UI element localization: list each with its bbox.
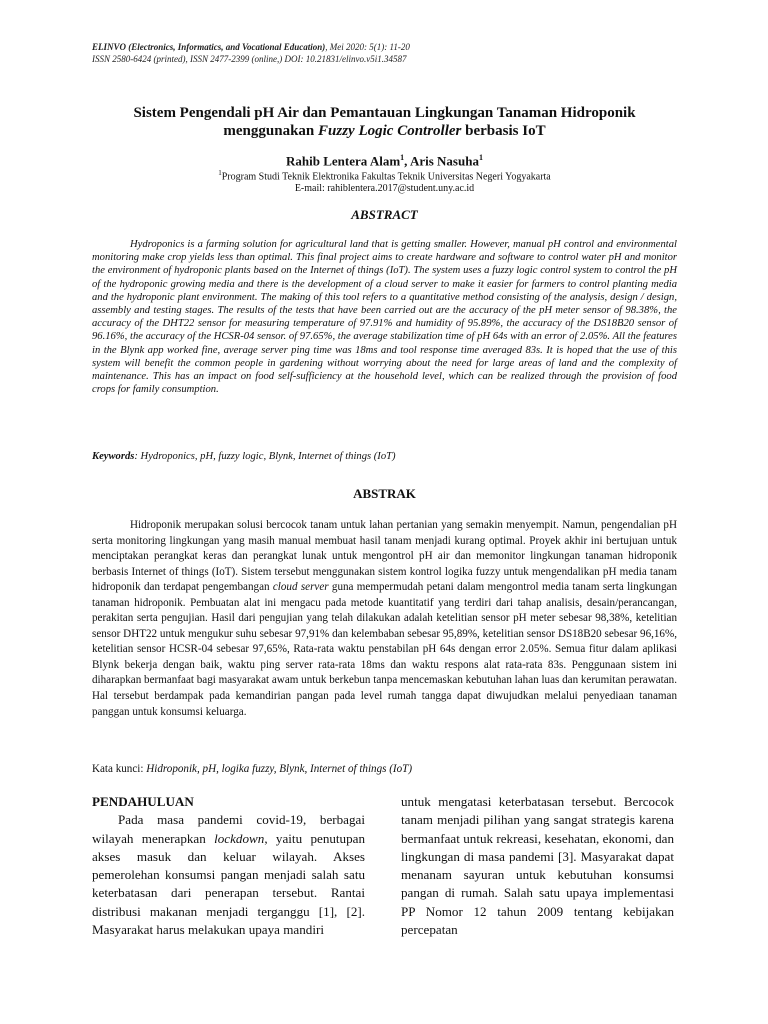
kata-kunci-values: Hidroponik, pH, logika fuzzy, Blynk, Internet of things (IoT) (146, 763, 413, 775)
journal-issue: , Mei 2020: 5(1): 11-20 (325, 42, 410, 52)
kata-kunci-line: Kata kunci: Hidroponik, pH, logika fuzzy, Blynk, Internet of things (IoT) (92, 763, 413, 775)
issn-line: ISSN 2580-6424 (printed), ISSN 2477-2399 (online,) DOI: 10.21831/elinvo.v5i1.34587 (92, 54, 407, 64)
abstrak-body (92, 518, 677, 720)
title-line-2-pre: menggunakan (223, 123, 319, 139)
abstract-body: Hydroponics is a farming solution for agricultural land that is getting smaller. However, manual pH control and environmental monitoring make crop yields less than optimal. This final project aims to create hardware and software to control water pH and monitor the environment of hydroponic plants based on the Internet of things (IoT). The system uses a fuzzy logic control system to control the pH of the hydroponic growing media and there is the development of a cloud server to make it easier for farmers to control planting media and the hydroponic plant environment. The making of this tool refers to a quantitative method consisting of the analysis, design / design, assembly and testing stages. The results of the tests that have been carried out are the accuracy of the pH meter sensor of 98.38%, the accuracy of the DHT22 sensor for measuring temperature of 97.91% and humidity of 95.89%, the accuracy of the DS18B20 sensor of 96.16%, the accuracy of the HCSR-04 sensor. of 97.65%, the average stabilization time of pH 64s with an error of 2.05%. All the features in the Blynk app worked fine, average server ping time was 18ms and tool response time averaged 83s. It is hoped that the use of this system will benefit the common people in gardening without worrying about the need for large areas of land and the complexity of maintenance. This has an impact on food self-sufficiency at the household level, which can be realized through the provision of food crops for family consumption. (92, 239, 677, 396)
abstrak-body-italic: cloud server (272, 581, 329, 594)
title-line-2-italic: Fuzzy Logic Controller (318, 123, 462, 139)
journal-name: ELINVO (Electronics, Informatics, and Vocational Education) (92, 42, 326, 52)
pendahuluan-left-part-1: Pada masa pandemi covid-19, berbagai wilayah menerapkan (92, 812, 365, 846)
keywords-values: : Hydroponics, pH, fuzzy logic, Blynk, Internet of things (IoT) (134, 451, 396, 462)
pendahuluan-right-text: untuk mengatasi keterbatasan tersebut. Bercocok tanam menjadi pilihan yang sangat strategis karena bermanfaat untuk rekreasi, kesehatan, ekonomi, dan lingkungan di masa pandemi [3]. Masyarakat dapat menanam sayuran untuk kebutuhan konsumsi pangan di rumah. Salah satu upaya implementasi PP Nomor 12 tahun 2009 tentang kebijakan percepatan (401, 794, 674, 938)
section-heading-pendahuluan: PENDAHULUAN (92, 794, 194, 809)
pendahuluan-left-part-2: , yaitu penutupan akses masuk dan keluar wilayah. Akses pemerolehan konsumsi pangan menjadi salah satu keterbatasan dari penerapan tersebut. Rantai distribusi makanan menjadi terganggu [1], [2]. Masyarakat harus melakukan upaya mandiri (92, 830, 365, 938)
paper-title (92, 104, 677, 140)
author-separator: , (404, 153, 410, 169)
author-2: Aris Nasuha (409, 153, 479, 169)
abstract-heading: ABSTRACT (351, 207, 418, 222)
keywords-label: Keywords (92, 451, 135, 462)
author-1: Rahib Lentera Alam (286, 153, 401, 169)
body-column-left (92, 793, 365, 939)
author-2-affiliation-mark: 1 (478, 153, 483, 162)
abstrak-body-part-1: Hidroponik merupakan solusi bercocok tanam untuk lahan pertanian yang semakin menyempit. Namun, pengendalian pH serta monitoring lingkungan yang masih manual membuat hasil tanam menjadi kurang optimal. Proyek akhir ini bertujuan untuk menciptakan perangkat keras dan perangkat lunak untuk mengontrol pH air dan memonitor lingkungan tanaman hidroponik berbasis Internet of things (IoT). Sistem tersebut menggunakan sistem kontrol logika fuzzy untuk mengendalikan pH media tanam hidroponik dan terdapat pengembangan (92, 519, 677, 594)
title-line-1: Sistem Pengendali pH Air dan Pemantauan Lingkungan Tanaman Hidroponik (133, 105, 636, 121)
author-1-affiliation-mark: 1 (400, 153, 405, 162)
author-email: E-mail: rahiblentera.2017@student.uny.ac.id (294, 183, 475, 195)
keywords-line (92, 451, 677, 462)
affiliation-institution-line (92, 167, 677, 183)
affiliation-institution: Program Studi Teknik Elektronika Fakultas Teknik Universitas Negeri Yogyakarta (221, 171, 551, 183)
abstrak-heading: ABSTRAK (353, 486, 416, 501)
affiliation-block (92, 167, 677, 195)
kata-kunci-label: Kata kunci (92, 763, 141, 775)
title-line-2 (92, 122, 677, 140)
affiliation-mark: 1 (218, 169, 222, 177)
pendahuluan-paragraph-1 (92, 811, 365, 939)
journal-header-line (92, 42, 410, 53)
title-line-2-post: berbasis IoT (461, 123, 546, 139)
body-column-right (401, 793, 674, 939)
abstrak-body-part-2: guna mempermudah petani dalam mengontrol media tanam serta lingkungan tanaman hidroponik. Pembuatan alat ini mengacu pada metode kuantitatif yang terdiri dari tahap analisis, desain/perancangan, perakitan serta pengujian. Hasil dari pengujian yang telah dilakukan adalah ketelitian sensor pH meter sebesar 98,38%, ketelitian sensor DHT22 untuk mengukur suhu sebesar 97,91% dan kelembaban sebesar 95,89%, ketelitian sensor DS18B20 sebesar 96,16%, ketelitian sensor HCSR-04 sebesar 97,65%, Rata-rata waktu penstabilan pH 64s dengan error 2.05%. Semua fitur dalam aplikasi Blynk bekerja dengan baik, waktu ping server rata-rata 18ms dan waktu respons alat rata-rata 83s. Penggunaan sistem ini diharapkan bermanfaat bagi masyarakat awam untuk berkebun tanpa mencemaskan kebutuhan lahan luas dan kerumitan perawatan. Hal tersebut berdampak pada kemandirian pangan pada level rumah tangga dapat diwujudkan melalui penyediaan tanaman panggan untuk konsumsi keluarga. (92, 581, 677, 718)
pendahuluan-left-italic: lockdown (214, 830, 265, 846)
